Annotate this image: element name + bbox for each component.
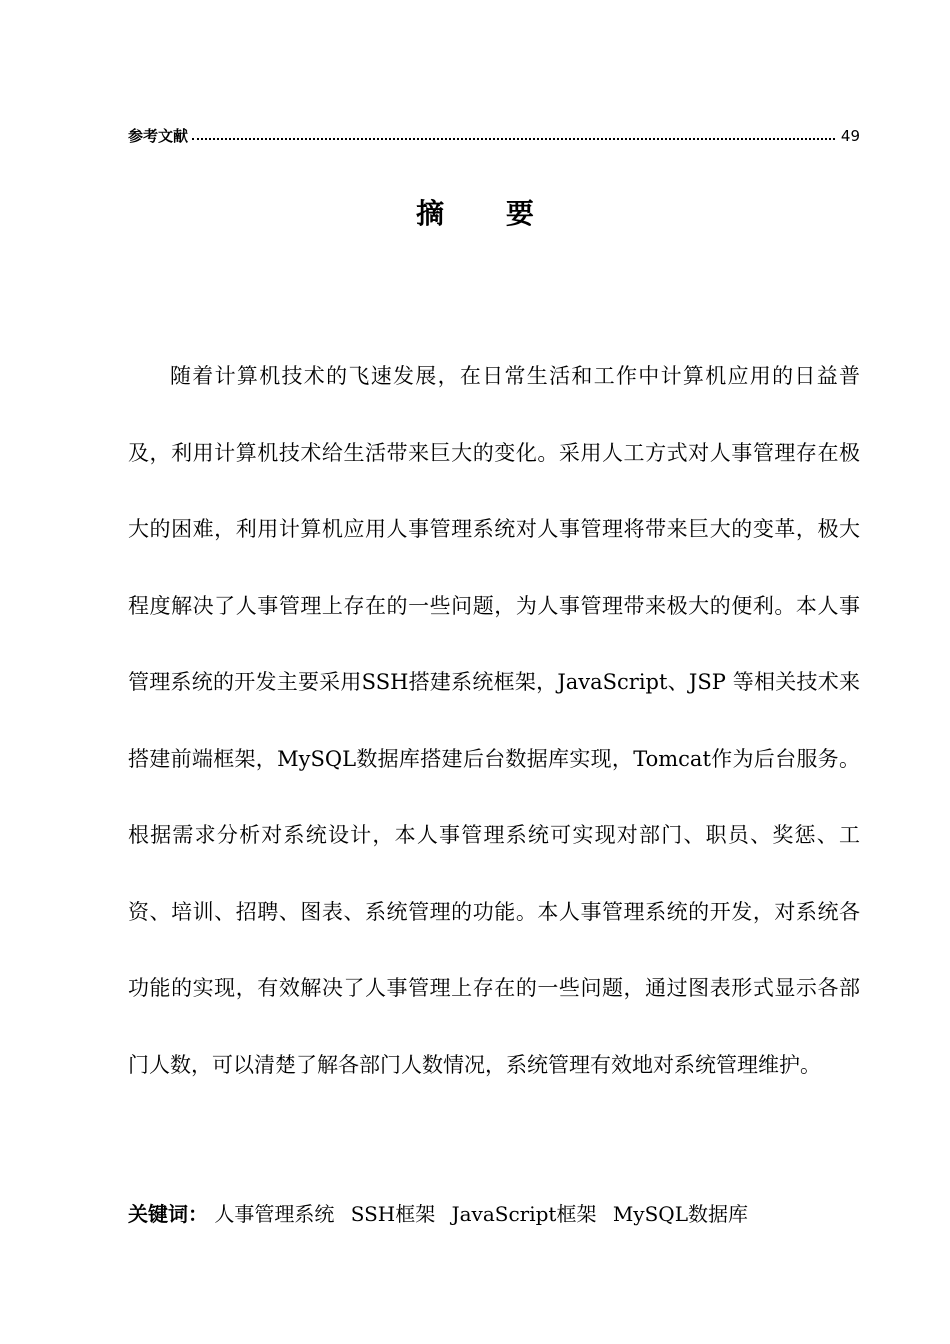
- toc-dot-leader: [192, 138, 835, 140]
- keyword-item: MySQL数据库: [612, 1202, 748, 1226]
- toc-page-number: 49: [840, 127, 860, 145]
- keyword-item: 人事管理系统: [214, 1202, 335, 1226]
- keyword-item: JavaScript框架: [451, 1202, 597, 1226]
- keywords-line: [128, 1196, 860, 1232]
- toc-entry-references[interactable]: [128, 125, 860, 149]
- keyword-item: SSH框架: [350, 1202, 436, 1226]
- keywords-label: 关键词：: [128, 1202, 208, 1226]
- abstract-heading: 摘 要: [416, 197, 560, 230]
- toc-entry-label: 参考文献: [128, 127, 189, 145]
- abstract-body: 随着计算机技术的飞速发展，在日常生活和工作中计算机应用的日益普及，利用计算机技术给生活带来巨大的变化。采用人工方式对人事管理存在极大的困难，利用计算机应用人事管理系统对人事管理将带来巨大的变革，极大程度解决了人事管理上存在的一些问题，为人事管理带来极大的便利。本人事管理系统的开发主要采用SSH搭建系统框架，JavaScript、JSP 等相关技术来搭建前端框架，MySQL数据库搭建后台数据库实现，Tomcat作为后台服务。根据需求分析对系统设计，本人事管理系统可实现对部门、职员、奖惩、工资、培训、招聘、图表、系统管理的功能。本人事管理系统的开发，对系统各功能的实现，有效解决了人事管理上存在的一些问题，通过图表形式显示各部门人数，可以清楚了解各部门人数情况，系统管理有效地对系统管理维护。: [128, 364, 860, 1077]
